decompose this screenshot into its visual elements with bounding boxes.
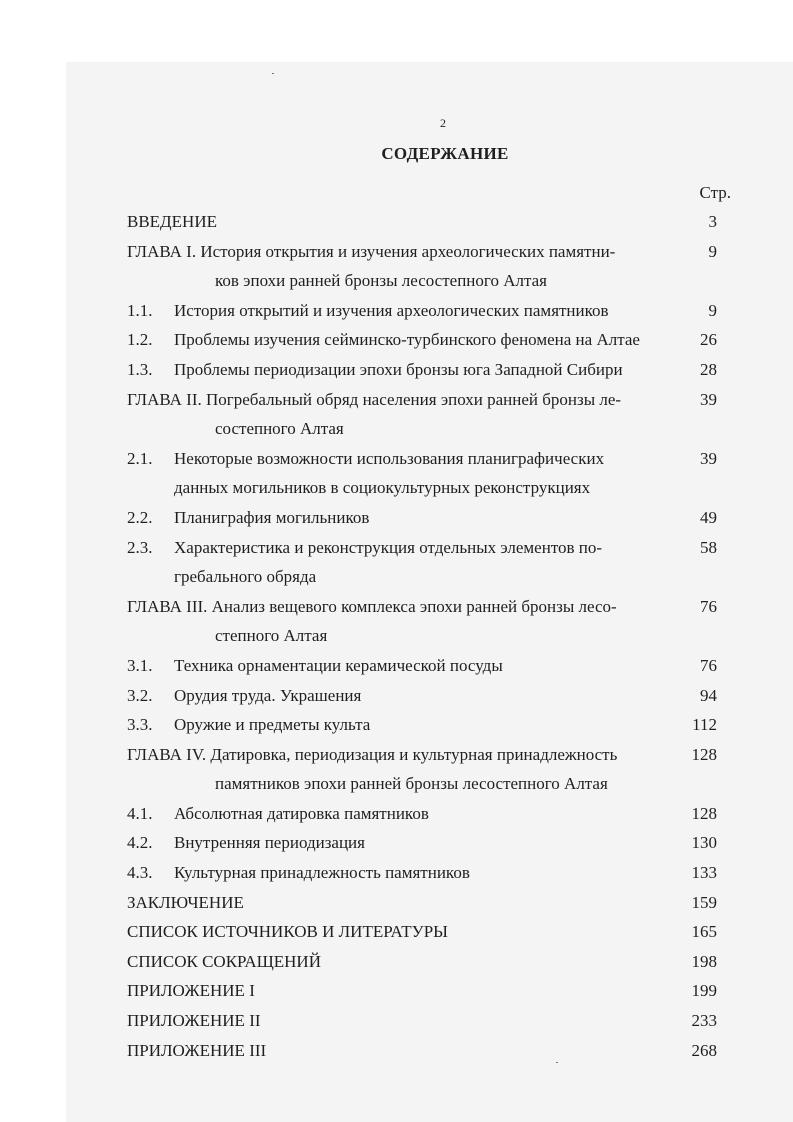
toc-entry-page: 28 xyxy=(700,359,717,379)
toc-entry-page: 9 xyxy=(708,241,717,261)
toc-entry xyxy=(127,237,731,296)
toc-entry-number: 1.3. xyxy=(127,359,153,379)
toc-entry-title: ПРИЛОЖЕНИЕ II xyxy=(127,1011,261,1031)
toc-entry-title: СПИСОК ИСТОЧНИКОВ И ЛИТЕРАТУРЫ xyxy=(127,922,448,942)
toc-entry-page: 26 xyxy=(700,330,717,350)
toc-entry xyxy=(127,592,731,651)
toc-entry-page: 165 xyxy=(691,922,717,942)
toc-entry-title: История открытий и изучения археологических памятников xyxy=(174,300,609,320)
toc-entry-page: 9 xyxy=(708,300,717,320)
toc-entry-title: ГЛАВА IV. Датировка, периодизация и культурная принадлежность xyxy=(127,744,618,764)
toc-entry xyxy=(127,355,731,385)
toc-entry xyxy=(127,681,731,711)
toc-entry xyxy=(127,799,731,829)
page-number: 2 xyxy=(440,116,446,130)
toc-entry-page: 112 xyxy=(692,715,717,735)
toc-entry-number: 1.2. xyxy=(127,330,153,350)
toc-entry-number: 2.2. xyxy=(127,507,153,527)
toc-entry-title-continuation: гребального обряда xyxy=(174,567,317,587)
toc-entry-number: 3.2. xyxy=(127,685,153,705)
toc-entry-number: 3.1. xyxy=(127,655,153,675)
toc-entry-title: Оружие и предметы культа xyxy=(174,715,371,735)
toc-entry xyxy=(127,385,731,444)
toc-entry-number: 3.3. xyxy=(127,715,153,735)
toc-entry xyxy=(127,444,731,503)
toc-entry xyxy=(127,976,731,1006)
toc-entry-page: 128 xyxy=(691,803,717,823)
toc-entry-title: Проблемы периодизации эпохи бронзы юга Западной Сибири xyxy=(174,359,623,379)
toc-entry-title: ПРИЛОЖЕНИЕ I xyxy=(127,981,255,1001)
toc-entry-title: ВВЕДЕНИЕ xyxy=(127,212,217,231)
toc-entry-title: Абсолютная датировка памятников xyxy=(174,803,429,823)
page-column-header: Стр. xyxy=(699,183,731,202)
toc-entry-title: ЗАКЛЮЧЕНИЕ xyxy=(127,892,244,912)
toc-entry-page: 268 xyxy=(691,1040,717,1060)
toc-entry-title: СПИСОК СОКРАЩЕНИЙ xyxy=(127,951,321,971)
toc-entry-title: ГЛАВА III. Анализ вещевого комплекса эпохи ранней бронзы лесо- xyxy=(127,596,617,616)
toc-entry-page: 130 xyxy=(691,833,717,853)
toc-entry xyxy=(127,947,731,977)
toc-entry-title: Внутренняя периодизация xyxy=(174,833,365,853)
toc-entry xyxy=(127,533,731,592)
toc-entry-title-continuation: степного Алтая xyxy=(215,626,328,646)
toc-entry xyxy=(127,710,731,740)
toc-entry-number: 4.1. xyxy=(127,803,153,823)
toc-entry-title-continuation: состепного Алтая xyxy=(215,419,344,439)
toc-entry xyxy=(127,888,731,918)
toc-entry xyxy=(127,828,731,858)
toc-entry-title: Орудия труда. Украшения xyxy=(174,685,362,705)
toc-entry-page: 76 xyxy=(700,655,717,675)
toc-entry-page: 3 xyxy=(708,212,717,231)
toc-entry-number: 4.2. xyxy=(127,833,153,853)
toc-entry-page: 39 xyxy=(700,389,717,409)
toc-entry xyxy=(127,207,731,237)
toc-entry-title: ГЛАВА I. История открытия и изучения археологических памятни- xyxy=(127,241,616,261)
toc-entry xyxy=(127,917,731,947)
toc-entry-title: Техника орнаментации керамической посуды xyxy=(174,655,503,675)
page-title: СОДЕРЖАНИЕ xyxy=(381,144,509,163)
toc-entry-number: 2.1. xyxy=(127,448,153,468)
toc-entry xyxy=(127,858,731,888)
toc-entry-number: 2.3. xyxy=(127,537,153,557)
toc-entry-page: 199 xyxy=(691,981,717,1001)
toc-entry-title-continuation: данных могильников в социокультурных реконструкциях xyxy=(174,478,591,498)
toc-entry-title: Культурная принадлежность памятников xyxy=(174,863,470,883)
toc-entry-title: Некоторые возможности использования планиграфических xyxy=(174,448,605,468)
toc-entry xyxy=(127,740,731,799)
toc-entry-title-continuation: ков эпохи ранней бронзы лесостепного Алтая xyxy=(215,271,547,291)
toc-entry-number: 1.1. xyxy=(127,300,153,320)
toc-entry-page: 198 xyxy=(691,951,717,971)
toc-entry-title: ПРИЛОЖЕНИЕ III xyxy=(127,1040,267,1060)
toc-entry xyxy=(127,503,731,533)
toc-entry-page: 128 xyxy=(691,744,717,764)
toc-entry-title-continuation: памятников эпохи ранней бронзы лесостепного Алтая xyxy=(215,774,608,794)
toc-entry-page: 39 xyxy=(700,448,717,468)
toc-entry-page: 133 xyxy=(691,863,717,883)
toc-entry-page: 76 xyxy=(700,596,717,616)
toc-entry-title: Характеристика и реконструкция отдельных элементов по- xyxy=(174,537,603,557)
toc-entry-page: 49 xyxy=(700,507,717,527)
toc-entry-title: Планиграфия могильников xyxy=(174,507,370,527)
toc-entry-page: 233 xyxy=(691,1011,717,1031)
toc-entry-page: 58 xyxy=(700,537,717,557)
toc-entry xyxy=(127,1006,731,1036)
toc-entry-number: 4.3. xyxy=(127,863,153,883)
toc-entry xyxy=(127,1036,731,1066)
scan-speck xyxy=(272,73,274,74)
table-of-contents xyxy=(127,207,731,1065)
toc-entry xyxy=(127,325,731,355)
toc-entry xyxy=(127,296,731,326)
toc-entry-page: 159 xyxy=(691,892,717,912)
toc-entry-title: ГЛАВА II. Погребальный обряд населения эпохи ранней бронзы ле- xyxy=(127,389,622,409)
toc-entry-page: 94 xyxy=(700,685,717,705)
toc-entry xyxy=(127,651,731,681)
toc-entry-title: Проблемы изучения сейминско-турбинского феномена на Алтае xyxy=(174,330,640,350)
